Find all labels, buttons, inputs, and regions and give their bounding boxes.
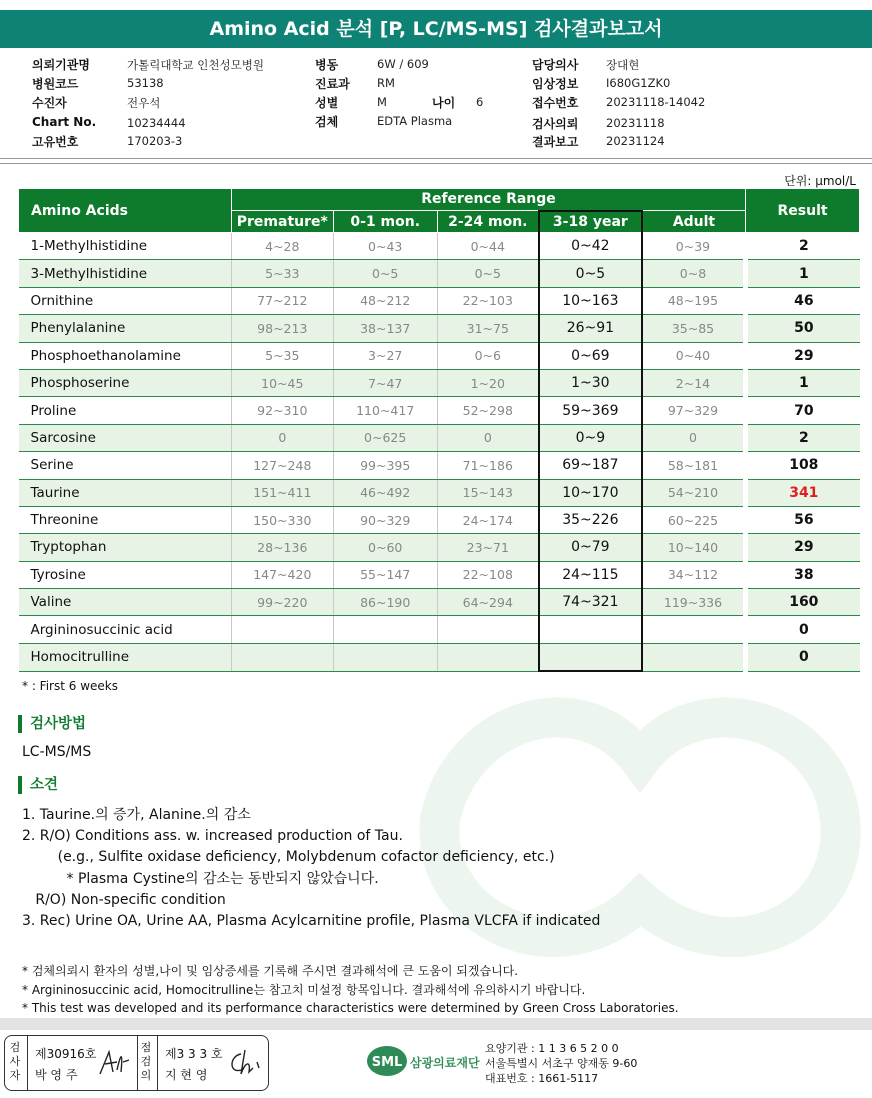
reference-range: 2~14 [642, 369, 746, 396]
amino-acid-table [18, 188, 860, 672]
reference-range-highlighted: 69~187 [539, 452, 642, 479]
reference-range-highlighted: 26~91 [539, 315, 642, 342]
reference-range: 0~5 [437, 260, 539, 287]
reference-range [437, 643, 539, 671]
patient-value: 전우석 [127, 96, 161, 110]
note-line: * This test was developed and its performance characteristics were determined by Green Cross Laboratories. [22, 1001, 679, 1015]
reference-range-highlighted [539, 616, 642, 643]
lab-info [485, 1041, 637, 1086]
opinion-line: 3. Rec) Urine OA, Urine AA, Plasma Acylcarnitine profile, Plasma VLCFA if indicated [22, 913, 601, 930]
amino-acid-name: Phenylalanine [19, 315, 232, 342]
table-row [19, 561, 860, 588]
reference-range-highlighted: 0~69 [539, 342, 642, 369]
hospital-value: 가톨릭대학교 인천성모병원 [127, 58, 264, 72]
receipt-value: 20231118-14042 [606, 95, 706, 109]
col-header-name: Amino Acids [19, 189, 232, 233]
reference-range [333, 643, 437, 671]
reference-range: 38~137 [333, 315, 437, 342]
reference-range: 0~8 [642, 260, 746, 287]
code-label: 병원코드 [32, 77, 79, 91]
lab-logo [366, 1044, 480, 1082]
reference-range: 0~44 [437, 233, 539, 260]
reference-range: 0 [437, 424, 539, 451]
table-row [19, 616, 860, 643]
table-row [19, 452, 860, 479]
sex-label: 성별 [315, 96, 339, 110]
reference-range: 64~294 [437, 589, 539, 616]
reference-range: 54~210 [642, 479, 746, 506]
hospital-label: 의뢰기관명 [32, 58, 90, 72]
note-line: * 검체의뢰시 환자의 성별,나이 및 임상증세를 기록해 주시면 결과해석에 큰 도움이 되겠습니다. [22, 964, 519, 978]
sub-header: Premature* [231, 211, 333, 233]
amino-acid-name: Tryptophan [19, 534, 232, 561]
table-row [19, 424, 860, 451]
logo-text: SML [371, 1055, 403, 1070]
reference-range: 28~136 [231, 534, 333, 561]
signature-box [4, 1035, 269, 1091]
report-date-value: 20231124 [606, 134, 665, 148]
result-value: 70 [746, 397, 860, 424]
reference-range: 90~329 [333, 506, 437, 533]
divider [27, 1036, 28, 1090]
code-value: 53138 [127, 76, 164, 90]
ward-value: 6W / 609 [377, 57, 429, 71]
result-value: 0 [746, 643, 860, 671]
reference-range: 10~140 [642, 534, 746, 561]
reference-range: 24~174 [437, 506, 539, 533]
method-text: LC-MS/MS [22, 744, 92, 760]
amino-acid-name: Argininosuccinic acid [19, 616, 232, 643]
reference-range: 110~417 [333, 397, 437, 424]
reference-range-highlighted: 0~9 [539, 424, 642, 451]
unit-label: 단위: µmol/L [784, 174, 856, 188]
reference-range: 98~213 [231, 315, 333, 342]
lab-info-line: 대표번호 : 1661-5117 [485, 1072, 599, 1085]
reference-range: 5~35 [231, 342, 333, 369]
col-header-result: Result [746, 189, 860, 233]
lab-info-line: 서울특별시 서초구 양재동 9-60 [485, 1057, 638, 1070]
reference-range: 151~411 [231, 479, 333, 506]
patient-info [0, 55, 872, 155]
uid-value: 170203-3 [127, 134, 183, 148]
sml-logo-icon [366, 1044, 408, 1078]
reference-range: 7~47 [333, 369, 437, 396]
checker-name: 지 현 영 [165, 1068, 208, 1082]
reference-range: 150~330 [231, 506, 333, 533]
reference-range: 0 [231, 424, 333, 451]
reference-range: 0~6 [437, 342, 539, 369]
reference-range: 5~33 [231, 260, 333, 287]
result-value: 160 [746, 589, 860, 616]
reference-range: 0 [642, 424, 746, 451]
reference-range [642, 643, 746, 671]
clinical-label: 임상정보 [532, 77, 579, 91]
reference-range-highlighted: 24~115 [539, 561, 642, 588]
reference-range: 147~420 [231, 561, 333, 588]
request-value: 20231118 [606, 116, 665, 130]
footer-divider [0, 1018, 872, 1030]
amino-acid-name: Taurine [19, 479, 232, 506]
reference-range: 99~395 [333, 452, 437, 479]
chart-label: Chart No. [32, 115, 97, 129]
reference-range: 86~190 [333, 589, 437, 616]
reference-range: 58~181 [642, 452, 746, 479]
table-row [19, 287, 860, 314]
reference-range: 99~220 [231, 589, 333, 616]
table-row [19, 479, 860, 506]
doctor-value: 장대현 [606, 58, 640, 72]
table-row [19, 397, 860, 424]
tester-name: 박 영 주 [35, 1068, 78, 1082]
lab-name: 삼광의료재단 [410, 1056, 480, 1070]
amino-acid-name: Proline [19, 397, 232, 424]
divider [137, 1036, 138, 1090]
reference-range: 22~103 [437, 287, 539, 314]
table-row [19, 506, 860, 533]
result-value: 46 [746, 287, 860, 314]
report-date-label: 결과보고 [532, 135, 579, 149]
result-value: 1 [746, 369, 860, 396]
uid-label: 고유번호 [32, 135, 79, 149]
table-row [19, 342, 860, 369]
result-value: 56 [746, 506, 860, 533]
reference-range: 22~108 [437, 561, 539, 588]
reference-range: 1~20 [437, 369, 539, 396]
opinion-line: 2. R/O) Conditions ass. w. increased production of Tau. [22, 828, 403, 845]
age-value: 6 [476, 95, 484, 109]
reference-range-highlighted: 10~170 [539, 479, 642, 506]
reference-range: 127~248 [231, 452, 333, 479]
result-value: 1 [746, 260, 860, 287]
table-row [19, 534, 860, 561]
reference-range: 4~28 [231, 233, 333, 260]
reference-range: 97~329 [642, 397, 746, 424]
reference-range: 0~40 [642, 342, 746, 369]
result-value: 38 [746, 561, 860, 588]
amino-acid-name: Phosphoethanolamine [19, 342, 232, 369]
reference-range: 52~298 [437, 397, 539, 424]
specimen-label: 검체 [315, 115, 339, 129]
reference-range: 0~625 [333, 424, 437, 451]
method-heading: 검사방법 [18, 715, 86, 733]
reference-range [231, 616, 333, 643]
reference-range-highlighted: 10~163 [539, 287, 642, 314]
result-value: 341 [746, 479, 860, 506]
reference-range [333, 616, 437, 643]
patient-label: 수진자 [32, 96, 67, 110]
reference-range: 92~310 [231, 397, 333, 424]
clinical-value: I680G1ZK0 [606, 76, 671, 90]
reference-range: 23~71 [437, 534, 539, 561]
table-footnote: * : First 6 weeks [22, 679, 118, 693]
specimen-value: EDTA Plasma [377, 114, 453, 128]
opinion-line: * Plasma Cystine의 감소는 동반되지 않았습니다. [22, 870, 379, 887]
table-row [19, 369, 860, 396]
reference-range: 46~492 [333, 479, 437, 506]
tester-number: 제30916호 [35, 1047, 97, 1061]
checker-label: 점 검 의 [140, 1041, 152, 1082]
reference-range-highlighted [539, 643, 642, 671]
amino-acid-name: 3-Methylhistidine [19, 260, 232, 287]
amino-acid-name: Serine [19, 452, 232, 479]
divider [0, 163, 872, 164]
result-value: 2 [746, 424, 860, 451]
dept-label: 진료과 [315, 77, 350, 91]
reference-range: 31~75 [437, 315, 539, 342]
opinion-line: 1. Taurine.의 증가, Alanine.의 감소 [22, 807, 251, 823]
sub-header-highlighted: 3-18 year [539, 211, 642, 233]
reference-range: 0~5 [333, 260, 437, 287]
result-value: 50 [746, 315, 860, 342]
reference-range: 77~212 [231, 287, 333, 314]
reference-range-highlighted: 35~226 [539, 506, 642, 533]
reference-range: 119~336 [642, 589, 746, 616]
sub-header: 2-24 mon. [437, 211, 539, 233]
sub-header: 0-1 mon. [333, 211, 437, 233]
result-value: 108 [746, 452, 860, 479]
result-value: 2 [746, 233, 860, 260]
reference-range-highlighted: 0~42 [539, 233, 642, 260]
reference-range [642, 616, 746, 643]
amino-acid-name: Valine [19, 589, 232, 616]
reference-range: 15~143 [437, 479, 539, 506]
result-value: 29 [746, 342, 860, 369]
chart-value: 10234444 [127, 116, 186, 130]
amino-acid-name: Ornithine [19, 287, 232, 314]
reference-range: 60~225 [642, 506, 746, 533]
reference-range-highlighted: 59~369 [539, 397, 642, 424]
table-row [19, 589, 860, 616]
sub-header: Adult [642, 211, 746, 233]
reference-range: 0~39 [642, 233, 746, 260]
table-row [19, 260, 860, 287]
reference-range [231, 643, 333, 671]
table-body [19, 233, 860, 672]
sex-value: M [377, 95, 387, 109]
age-label: 나이 [432, 96, 456, 110]
notes [22, 962, 679, 1018]
opinion-heading: 소견 [18, 776, 58, 794]
tester-signature-icon [97, 1048, 131, 1078]
reference-range: 0~60 [333, 534, 437, 561]
reference-range-highlighted: 74~321 [539, 589, 642, 616]
doctor-label: 담당의사 [532, 58, 579, 72]
reference-range: 71~186 [437, 452, 539, 479]
amino-acid-name: Threonine [19, 506, 232, 533]
note-line: * Argininosuccinic acid, Homocitrulline는 참고치 미설정 항목입니다. 결과해석에 유의하시기 바랍니다. [22, 982, 586, 997]
reference-range [437, 616, 539, 643]
table-row [19, 643, 860, 671]
reference-range-highlighted: 0~79 [539, 534, 642, 561]
table-row [19, 315, 860, 342]
reference-range: 48~195 [642, 287, 746, 314]
tester-label: 검 사 자 [9, 1041, 21, 1082]
request-label: 검사의뢰 [532, 117, 579, 131]
amino-acid-name: Sarcosine [19, 424, 232, 451]
reference-range: 10~45 [231, 369, 333, 396]
opinion-line: (e.g., Sulfite oxidase deficiency, Molybdenum cofactor deficiency, etc.) [22, 849, 555, 866]
reference-range: 3~27 [333, 342, 437, 369]
opinion-line: R/O) Non-specific condition [22, 891, 226, 908]
checker-signature-icon [227, 1048, 263, 1078]
divider [0, 158, 872, 159]
reference-range: 35~85 [642, 315, 746, 342]
dept-value: RM [377, 76, 395, 90]
opinion-text [22, 805, 600, 932]
reference-range: 34~112 [642, 561, 746, 588]
result-value: 0 [746, 616, 860, 643]
col-header-reference: Reference Range [231, 189, 745, 211]
ward-label: 병동 [315, 58, 339, 72]
divider [157, 1036, 158, 1090]
lab-info-line: 요양기관 : 1 1 3 6 5 2 0 0 [485, 1042, 619, 1055]
table-row [19, 233, 860, 260]
amino-acid-name: 1-Methylhistidine [19, 233, 232, 260]
checker-number: 제3 3 3 호 [165, 1047, 223, 1061]
amino-acid-name: Phosphoserine [19, 369, 232, 396]
amino-acid-name: Tyrosine [19, 561, 232, 588]
reference-range-highlighted: 1~30 [539, 369, 642, 396]
reference-range: 48~212 [333, 287, 437, 314]
reference-range: 0~43 [333, 233, 437, 260]
reference-range-highlighted: 0~5 [539, 260, 642, 287]
result-value: 29 [746, 534, 860, 561]
receipt-label: 접수번호 [532, 96, 579, 110]
reference-range: 55~147 [333, 561, 437, 588]
amino-acid-name: Homocitrulline [19, 643, 232, 671]
report-title: Amino Acid 분석 [P, LC/MS-MS] 검사결과보고서 [0, 10, 872, 48]
